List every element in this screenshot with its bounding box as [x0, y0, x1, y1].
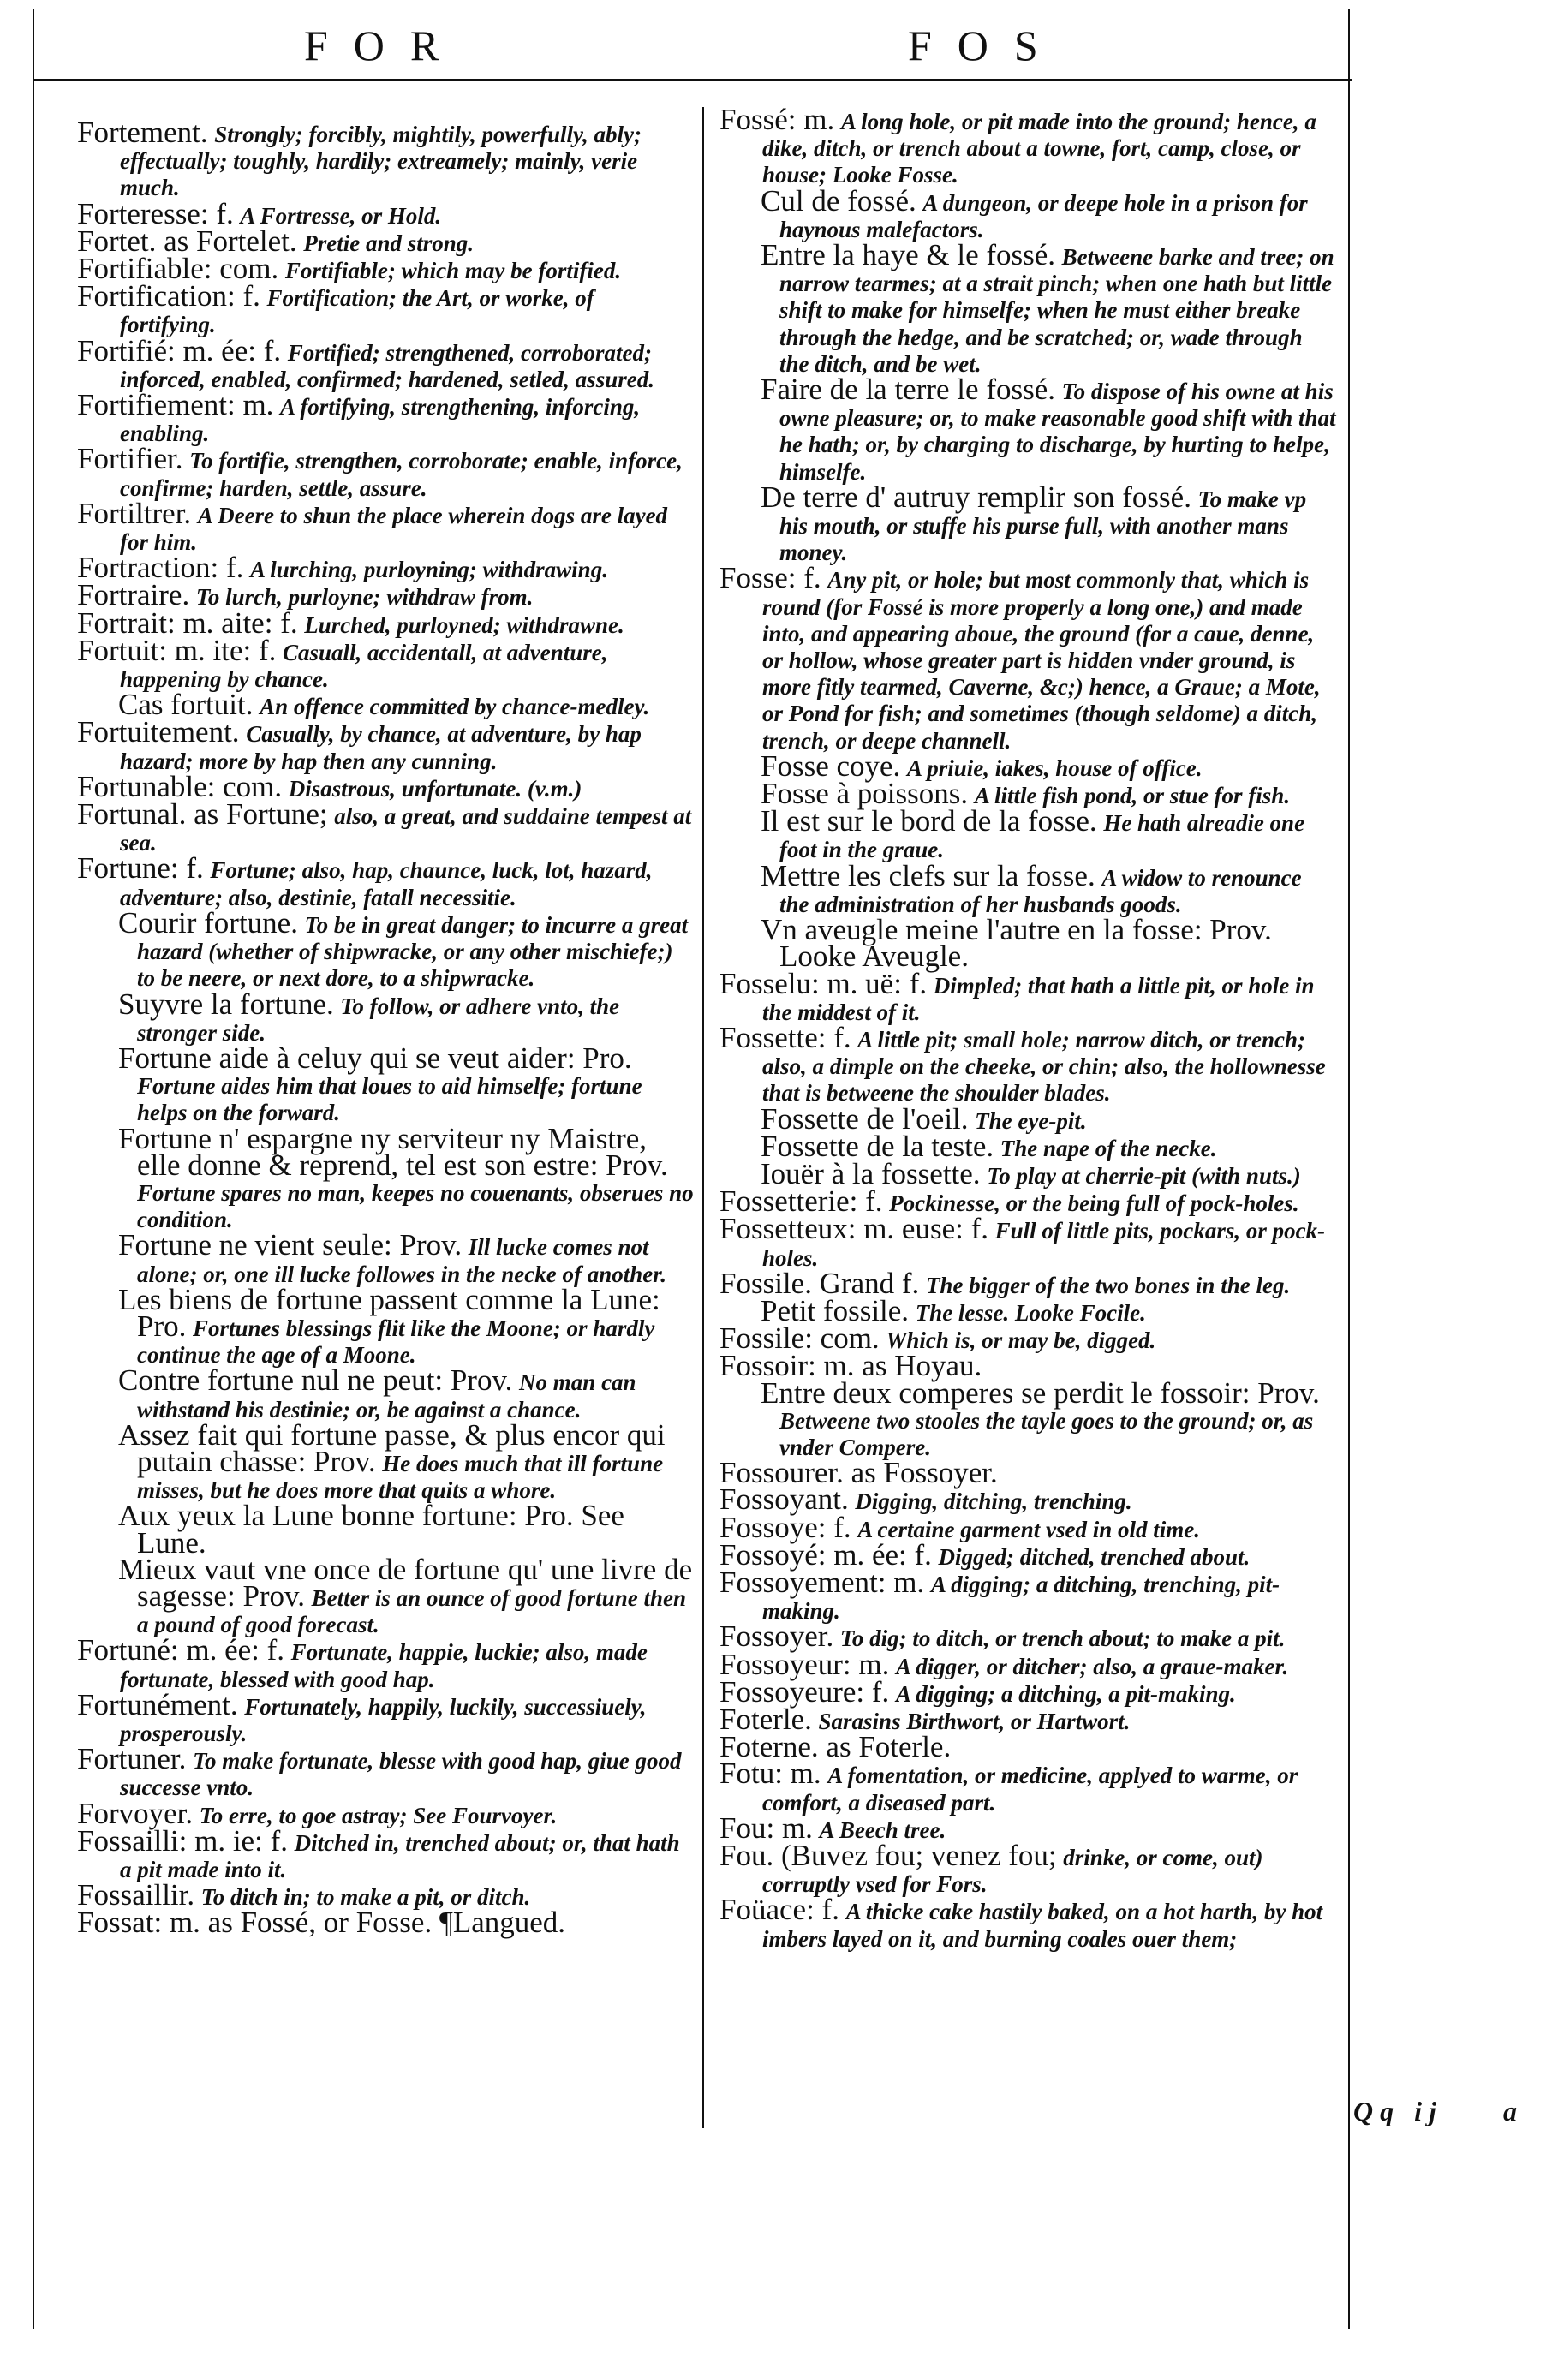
dictionary-entry: [719, 1020, 1336, 1106]
definition: Lurched, purloyned; withdrawne.: [304, 611, 624, 638]
dictionary-entry: [77, 633, 694, 693]
headword: Fosse à poissons.: [761, 777, 969, 811]
definition: Fortification; the Art, or worke, of fortifying.: [120, 285, 594, 338]
definition: Pockinesse, or the being full of pock-holes.: [889, 1190, 1299, 1217]
dictionary-entry: [77, 279, 694, 338]
headword: Fortuitement.: [77, 715, 240, 749]
headword: Fortifiement: m.: [77, 388, 274, 422]
definition: To follow, or adhere vnto, the stronger side.: [137, 993, 620, 1046]
definition: The nape of the necke.: [1000, 1135, 1217, 1161]
sub-entry: [77, 1282, 694, 1369]
headword: Courir fortune.: [118, 905, 298, 939]
definition: To fortifie, strengthen, corroborate; enable, inforce, confirme; harden, settle, assure.: [120, 448, 683, 501]
definition: Fortunate, happie, luckie; also, made fortunate, blessed with good hap.: [120, 1639, 648, 1692]
headword: Fossetterie: f.: [719, 1184, 883, 1219]
headword: Entre la haye & le fossé.: [761, 238, 1056, 272]
definition: A dungeon, or deepe hole in a prison for haynous malefactors.: [779, 189, 1308, 242]
headword: Fortuné: m. ée: f.: [77, 1633, 285, 1667]
headword: Mettre les clefs sur la fosse.: [761, 858, 1095, 892]
definition: An offence committed by chance-medley.: [260, 694, 650, 720]
headword: Fossette de l'oeil.: [761, 1101, 969, 1136]
headword: Aux yeux la Lune bonne fortune: Pro. See Lune.: [118, 1499, 624, 1560]
headword: Fortunément.: [77, 1687, 238, 1721]
headword: Fossoyer.: [719, 1619, 834, 1654]
definition: Casuall, accidentall, at adventure, happening by chance.: [120, 639, 608, 693]
definition: A digging; a ditching, a pit-making.: [895, 1680, 1236, 1707]
dictionary-entry: [719, 1212, 1336, 1271]
headword: Fortune: f.: [77, 851, 204, 886]
dictionary-entry: [77, 797, 694, 856]
dictionary-entry: [77, 1742, 694, 1801]
definition: Strongly; forcibly, mightily, powerfully, ably; effectually; toughly, hardily; extreamely; mainly, verie much.: [120, 122, 642, 201]
headword: Fortifiable: com.: [77, 252, 279, 286]
dictionary-entry: [719, 561, 1336, 754]
definition: Fortunately, happily, luckily, successiuely, prosperously.: [120, 1693, 647, 1746]
definition: Any pit, or hole; but most commonly that, which is round (for Fossé is more properly a long one,) and made into, and appearing aboue, the ground (for a caue, denne, or hollow, whose greater part is hidden vnder ground, is more fitly tearmed, Caverne, &c;) hence, a Graue; a Mote, or Pond for fish; and sometimes (though seldome) a ditch, trench, or deepe channell.: [762, 567, 1321, 754]
headword: Fortification: f.: [77, 279, 260, 313]
headword: Fortunal. as Fortune;: [77, 797, 328, 832]
headword: Entre deux comperes se perdit le fossoir: Prov.: [761, 1375, 1320, 1410]
headword: Fortement.: [77, 116, 208, 149]
dictionary-entry: [77, 496, 694, 556]
headword: Fou: m.: [719, 1810, 813, 1845]
definition: No man can withstand his destinie; or, be against a chance.: [137, 1369, 636, 1423]
definition: Ditched in, trenched about; or, that hath a pit made into it.: [120, 1829, 680, 1882]
right-frame-rule: [1348, 9, 1350, 2329]
definition: Digging, ditching, trenching.: [855, 1488, 1132, 1515]
sub-entry: [719, 913, 1336, 974]
headword: Fortraction: f.: [77, 551, 244, 585]
headword: Fou. (Buvez fou; venez fou;: [719, 1839, 1057, 1872]
dictionary-entry: [77, 1633, 694, 1692]
definition: The lesse. Looke Focile.: [915, 1299, 1146, 1326]
definition: A little pit; small hole; narrow ditch, or trench; also, a dimple on the cheeke, or chin; also, the hollownesse that is betweene the shoulder blades.: [762, 1026, 1326, 1106]
definition: Which is, or may be, digged.: [886, 1327, 1156, 1354]
definition: The bigger of the two bones in the leg.: [925, 1272, 1291, 1298]
dictionary-entry: [77, 1687, 694, 1746]
dictionary-entry: [77, 116, 694, 201]
dictionary-entry: [719, 966, 1336, 1025]
definition: A little fish pond, or stue for fish.: [974, 783, 1291, 809]
headword: Cas fortuit.: [118, 688, 254, 722]
sub-entry: [719, 183, 1336, 242]
dictionary-entry: [77, 715, 694, 774]
dictionary-entry: [77, 442, 694, 501]
headword: Fossetteux: m. euse: f.: [719, 1212, 988, 1246]
headword: Fortifier.: [77, 442, 183, 476]
sub-entry: [77, 1041, 694, 1126]
definition: Disastrous, unfortunate. (v.m.): [288, 775, 582, 802]
dictionary-entry: [719, 1893, 1336, 1952]
headword: Vn aveugle meine l'autre en la fosse: Prov. Looke Aveugle.: [761, 913, 1272, 974]
definition: Betweene two stooles the tayle goes to the ground; or, as vnder Compere.: [779, 1407, 1314, 1460]
definition: A widow to renounce the administration of her husbands goods.: [779, 864, 1302, 917]
headword: Fossile: com.: [719, 1321, 880, 1356]
running-head-left: FOR: [304, 21, 465, 69]
headword: De terre d' autruy remplir son fossé.: [761, 480, 1191, 514]
headword: Fortunable: com.: [77, 769, 283, 803]
definition: Ill lucke comes not alone; or, one ill lucke followes in the necke of another.: [137, 1234, 667, 1287]
sub-entry: [719, 373, 1336, 485]
sub-entry: [77, 1121, 694, 1233]
definition: He does much that ill fortune misses, but he does more that quits a whore.: [137, 1450, 664, 1504]
headword: Fortraire.: [77, 578, 190, 612]
definition: Fortune aides him that loues to aid himselfe; fortune helps on the forward.: [137, 1073, 642, 1126]
definition: A thicke cake hastily baked, on a hot harth, by hot imbers layed on it, and burning coales ouer them;: [762, 1899, 1323, 1952]
definition: A long hole, or pit made into the ground; hence, a dike, ditch, or trench about a towne, fort, camp, close, or house; Looke Fosse.: [762, 109, 1316, 188]
running-head-right: FOS: [908, 21, 1064, 69]
definition: Sarasins Birthwort, or Hartwort.: [818, 1708, 1131, 1734]
definition: Fortune spares no man, keepes no couenants, obserues no condition.: [137, 1179, 694, 1233]
headword: Foüace: f.: [719, 1893, 839, 1927]
definition: Fortified; strengthened, corroborated; inforced, enabled, confirmed; hardened, setled, assured.: [120, 339, 654, 392]
dictionary-entry: [719, 1565, 1336, 1625]
headword: Fossoyeure: f.: [719, 1674, 890, 1709]
headword: Petit fossile.: [761, 1293, 910, 1327]
headword: Fortrait: m. aite: f.: [77, 605, 298, 640]
definition: Fortunes blessings flit like the Moone; or hardly continue the age of a Moone.: [137, 1315, 655, 1369]
sub-entry: [77, 1228, 694, 1287]
headword: Forteresse: f.: [77, 196, 234, 230]
sub-entry: [77, 1499, 694, 1560]
headword: Fossoyement: m.: [719, 1565, 925, 1599]
headword: Fortiltrer.: [77, 496, 192, 530]
definition: A priuie, iakes, house of office.: [906, 755, 1203, 781]
headword: Il est sur le bord de la fosse.: [761, 804, 1097, 838]
headword: Fortet. as Fortelet.: [77, 224, 297, 258]
definition: also, a great, and suddaine tempest at sea.: [120, 803, 692, 856]
headword: Fosse: f.: [719, 561, 821, 595]
catchword: a: [1503, 2096, 1517, 2126]
headword: Fossaillir.: [77, 1878, 195, 1912]
definition: To lurch, purloyne; withdraw from.: [195, 584, 534, 611]
headword: Fosse coye.: [761, 749, 901, 783]
definition: Fortune; also, hap, chaunce, luck, lot, hazard, adventure; also, destinie, fatall necessitie.: [120, 857, 653, 910]
headword: Foterne. as Foterle.: [719, 1730, 952, 1764]
headword: Fossoyant.: [719, 1482, 849, 1517]
sub-entry: [719, 238, 1336, 377]
definition: To be in great danger; to incurre a great hazard (whether of shipwracke, or any other mischiefe;) to be neere, or next dore, to a shipwracke.: [137, 911, 689, 992]
headword: Faire de la terre le fossé.: [761, 373, 1056, 407]
definition: The eye-pit.: [975, 1107, 1087, 1134]
headword: Fossoyeur: m.: [719, 1647, 890, 1681]
headword: Iouër à la fossette.: [761, 1156, 981, 1190]
dictionary-entry: [77, 851, 694, 910]
definition: To ditch in; to make a pit, or ditch.: [200, 1884, 531, 1911]
definition: To dig; to ditch, or trench about; to make a pit.: [839, 1625, 1286, 1652]
headword: Fortifié: m. ée: f.: [77, 333, 282, 367]
definition: A digger, or ditcher; also, a graue-maker.: [895, 1653, 1289, 1679]
sub-entry: [719, 804, 1336, 863]
right-column: [719, 103, 1336, 1952]
definition: A digging; a ditching, trenching, pit-making.: [762, 1571, 1280, 1625]
definition: To erre, to goe astray; See Fourvoyer.: [199, 1802, 558, 1828]
definition: A Beech tree.: [819, 1816, 946, 1843]
sub-entry: [77, 987, 694, 1046]
headword: Fossailli: m. ie: f.: [77, 1823, 288, 1858]
sub-entry: [77, 1552, 694, 1638]
dictionary-entry: [77, 388, 694, 447]
sub-entry: [719, 1375, 1336, 1461]
sub-entry: [77, 1417, 694, 1504]
dictionary-entry: [719, 103, 1336, 188]
signature-mark: Qq ij: [1353, 2096, 1443, 2126]
definition: A Fortresse, or Hold.: [240, 202, 442, 229]
definition: drinke, or come, out) corruptly vsed for Fors.: [762, 1845, 1263, 1898]
headword: Fotu: m.: [719, 1757, 821, 1791]
headword: Mieux vaut vne once de fortune qu' une livre de sagesse: Prov.: [118, 1552, 693, 1613]
headword: Fortuit: m. ite: f.: [77, 633, 277, 667]
headword: Fortune ne vient seule: Prov.: [118, 1228, 463, 1262]
headword: Contre fortune nul ne peut: Prov.: [118, 1363, 513, 1398]
headword: Suyvre la fortune.: [118, 987, 334, 1021]
dictionary-entry: [77, 1823, 694, 1882]
definition: A certaine garment vsed in old time.: [857, 1516, 1200, 1542]
left-column: [77, 116, 694, 1940]
sub-entry: [77, 1363, 694, 1423]
definition: A fomentation, or medicine, applyed to warme, or comfort, a diseased part.: [762, 1763, 1298, 1816]
headword: Fossé: m.: [719, 103, 835, 136]
definition: A fortifying, strengthening, inforcing, enabling.: [120, 394, 641, 447]
headword: Forvoyer.: [77, 1796, 194, 1830]
headword: Fortune n' espargne ny serviteur ny Maistre, elle donne & reprend, tel est son estre: Prov.: [118, 1121, 668, 1182]
definition: To play at cherrie-pit (with nuts.): [987, 1162, 1301, 1189]
dictionary-entry: [77, 1906, 694, 1940]
definition: Betweene barke and tree; on narrow tearmes; at a strait pinch; when one hath but little shift to make for himselfe; when he must either breake through the hedge, and be scratched; or, wade through the ditch, and be wet.: [779, 244, 1334, 377]
definition: A Deere to shun the place wherein dogs are layed for him.: [120, 502, 668, 556]
definition: To dispose of his owne at his owne pleasure; or, to make reasonable good shift with that he hath; or, by charging to discharge, by hurting to helpe, himselfe.: [779, 379, 1336, 485]
definition: Better is an ounce of good fortune then a pound of good forecast.: [137, 1584, 686, 1638]
dictionary-entry: [719, 1674, 1336, 1709]
definition: He hath alreadie one foot in the graue.: [779, 810, 1305, 863]
definition: A lurching, purloyning; withdrawing.: [250, 557, 608, 583]
headword: Fossourer. as Fossoyer.: [719, 1456, 998, 1490]
definition: Pretie and strong.: [303, 230, 475, 256]
headword: Fortuner.: [77, 1742, 187, 1776]
definition: To make vp his mouth, or stuffe his purse full, with another mans money.: [779, 486, 1307, 566]
headword: Fortune aide à celuy qui se veut aider: Pro.: [118, 1041, 632, 1075]
column-divider: [702, 107, 704, 2128]
headword: Fossile. Grand f.: [719, 1266, 920, 1300]
sub-entry: [77, 905, 694, 992]
headword: Fossoir: m. as Hoyau.: [719, 1349, 982, 1383]
definition: Digged; ditched, trenched about.: [938, 1543, 1251, 1570]
sub-entry: [719, 480, 1336, 566]
definition: Casually, by chance, at adventure, by hap hazard; more by hap then any cunning.: [120, 721, 642, 774]
dictionary-entry: [719, 1839, 1336, 1898]
headword: Cul de fossé.: [761, 183, 916, 218]
definition: Dimpled; that hath a little pit, or hole in the middest of it.: [762, 972, 1315, 1025]
header-rule: [33, 79, 1352, 81]
headword: Fossette de la teste.: [761, 1129, 994, 1163]
headword: Foterle.: [719, 1702, 812, 1736]
sub-entry: [719, 858, 1336, 917]
headword: Fossat: m. as Fossé, or Fosse. ¶Langued.: [77, 1906, 566, 1940]
definition: Fortifiable; which may be fortified.: [284, 258, 622, 284]
definition: Full of little pits, pockars, or pock-holes.: [762, 1218, 1326, 1271]
headword: Fossoye: f.: [719, 1510, 851, 1544]
left-frame-rule: [33, 9, 34, 2329]
headword: Assez fait qui fortune passe, & plus encor qui putain chasse: Prov.: [118, 1417, 666, 1478]
headword: Fossette: f.: [719, 1020, 851, 1054]
definition: To make fortunate, blesse with good hap, giue good successe vnto.: [120, 1748, 682, 1801]
headword: Fossoyé: m. ée: f.: [719, 1537, 932, 1572]
dictionary-entry: [719, 1757, 1336, 1816]
headword: Les biens de fortune passent comme la Lune: Pro.: [118, 1282, 660, 1343]
dictionary-entry: [77, 333, 694, 392]
headword: Fosselu: m. uë: f.: [719, 966, 928, 1000]
